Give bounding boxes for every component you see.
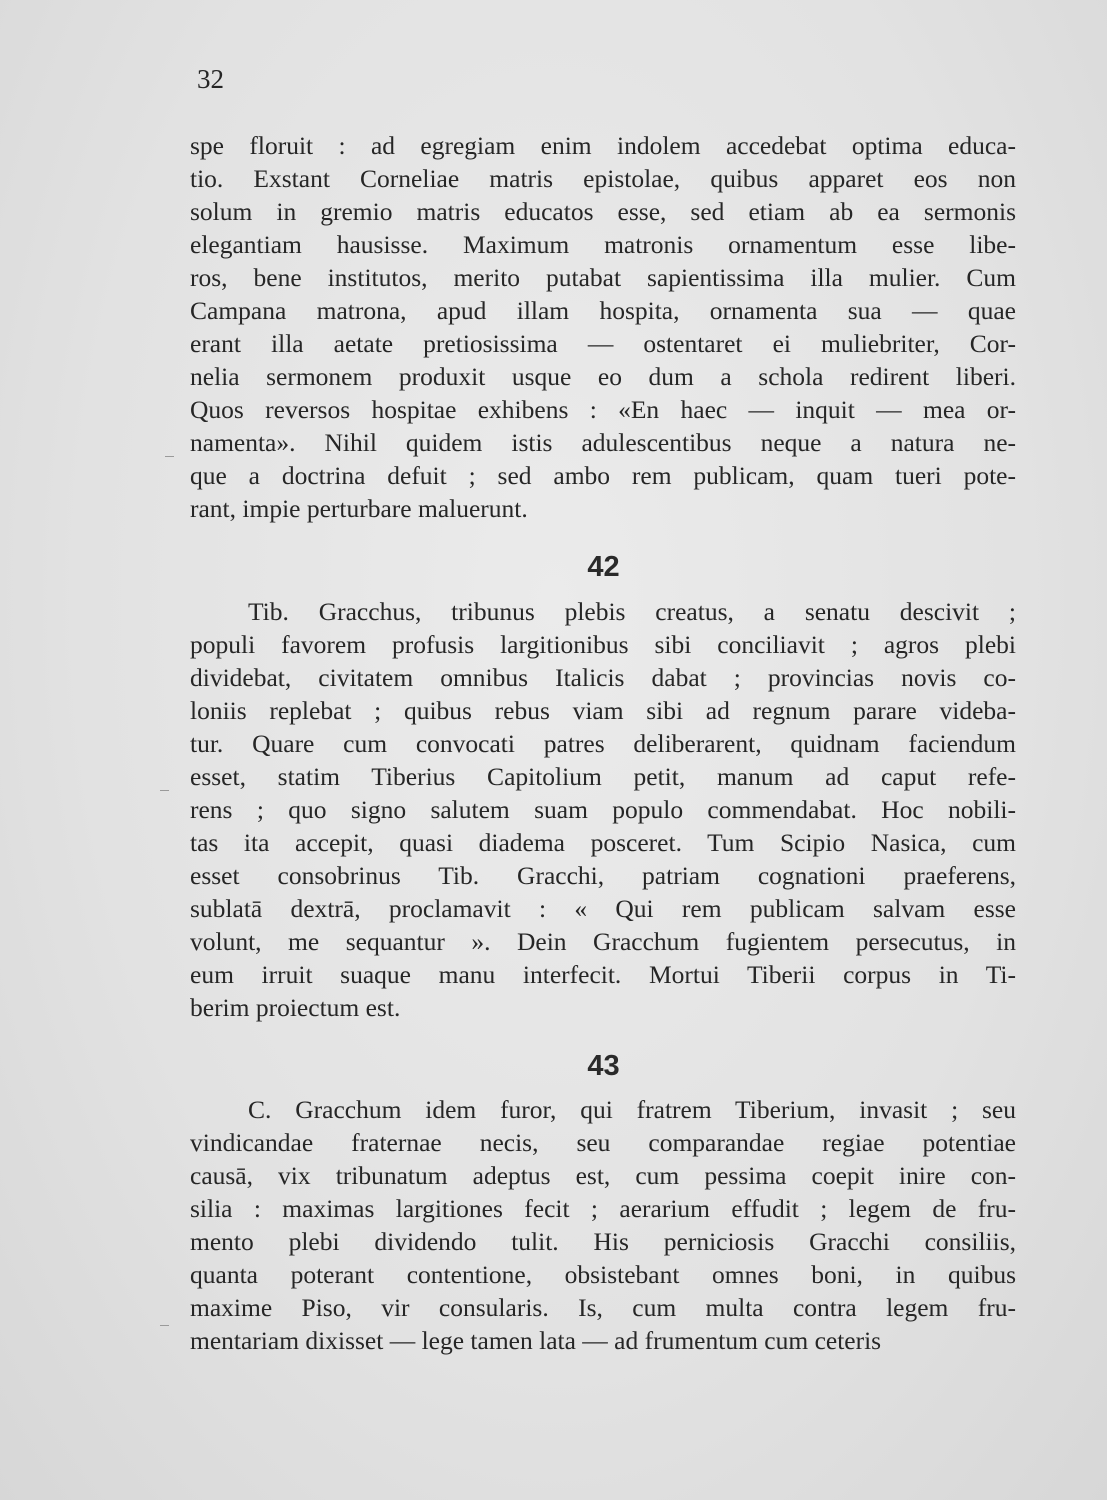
text-line: rens ; quo signo salutem suam populo commendabat. Hoc nobili-: [190, 795, 1016, 824]
text-line: tio. Exstant Corneliae matris epistolae, quibus apparet eos non: [190, 164, 1016, 193]
text-line: solum in gremio matris educatos esse, sed etiam ab ea sermonis: [190, 197, 1016, 226]
text-line: dividebat, civitatem omnibus Italicis dabat ; provincias novis co-: [190, 663, 1016, 692]
text-line: quanta poterant contentione, obsistebant omnes boni, in quibus: [190, 1260, 1016, 1289]
text-line: mentariam dixisset — lege tamen lata — ad frumentum cum ceteris: [190, 1326, 882, 1355]
page-number: 32: [197, 64, 224, 94]
margin-mark: [160, 790, 169, 791]
text-line: que a doctrina defuit ; sed ambo rem publicam, quam tueri pote-: [190, 461, 1016, 490]
text-line: sublatā dextrā, proclamavit : « Qui rem publicam salvam esse: [190, 894, 1016, 923]
text-line: vindicandae fraternae necis, seu comparandae regiae potentiae: [190, 1128, 1016, 1157]
text-line: namenta». Nihil quidem istis adulescentibus neque a natura ne-: [190, 428, 1016, 457]
text-line: ros, bene institutos, merito putabat sapientissima illa mulier. Cum: [190, 263, 1016, 292]
text-line: rant, impie perturbare maluerunt.: [190, 494, 528, 523]
text-line: Campana matrona, apud illam hospita, ornamenta sua — quae: [190, 296, 1016, 325]
text-line: tas ita accepit, quasi diadema posceret. Tum Scipio Nasica, cum: [190, 828, 1016, 857]
text-line: erant illa aetate pretiosissima — ostentaret ei muliebriter, Cor-: [190, 329, 1016, 358]
text-line: loniis replebat ; quibus rebus viam sibi ad regnum parare videba-: [190, 696, 1016, 725]
text-line: Tib. Gracchus, tribunus plebis creatus, a senatu descivit ;: [248, 597, 1016, 626]
text-line: populi favorem profusis largitionibus sibi conciliavit ; agros plebi: [190, 630, 1016, 659]
text-line: maxime Piso, vir consularis. Is, cum multa contra legem fru-: [190, 1293, 1016, 1322]
text-line: C. Gracchum idem furor, qui fratrem Tiberium, invasit ; seu: [248, 1095, 1016, 1124]
section-heading-43: 43: [587, 1050, 620, 1082]
text-line: spe floruit : ad egregiam enim indolem accedebat optima educa-: [190, 131, 1016, 160]
text-line: berim proiectum est.: [190, 993, 401, 1022]
text-line: elegantiam hausisse. Maximum matronis ornamentum esse libe-: [190, 230, 1016, 259]
text-line: esset, statim Tiberius Capitolium petit, manum ad caput refe-: [190, 762, 1016, 791]
text-line: esset consobrinus Tib. Gracchi, patriam cognationi praeferens,: [190, 861, 1016, 890]
text-line: mento plebi dividendo tulit. His perniciosis Gracchi consiliis,: [190, 1227, 1016, 1256]
text-line: causā, vix tribunatum adeptus est, cum pessima coepit inire con-: [190, 1161, 1016, 1190]
text-line: nelia sermonem produxit usque eo dum a schola redirent liberi.: [190, 362, 1016, 391]
text-line: silia : maximas largitiones fecit ; aerarium effudit ; legem de fru-: [190, 1194, 1016, 1223]
text-line: eum irruit suaque manu interfecit. Mortui Tiberii corpus in Ti-: [190, 960, 1016, 989]
section-heading-42: 42: [587, 551, 620, 583]
margin-mark: [165, 456, 174, 457]
text-line: volunt, me sequantur ». Dein Gracchum fugientem persecutus, in: [190, 927, 1016, 956]
text-line: tur. Quare cum convocati patres deliberarent, quidnam faciendum: [190, 729, 1016, 758]
text-line: Quos reversos hospitae exhibens : «En haec — inquit — mea or-: [190, 395, 1016, 424]
margin-mark: [160, 1325, 169, 1326]
